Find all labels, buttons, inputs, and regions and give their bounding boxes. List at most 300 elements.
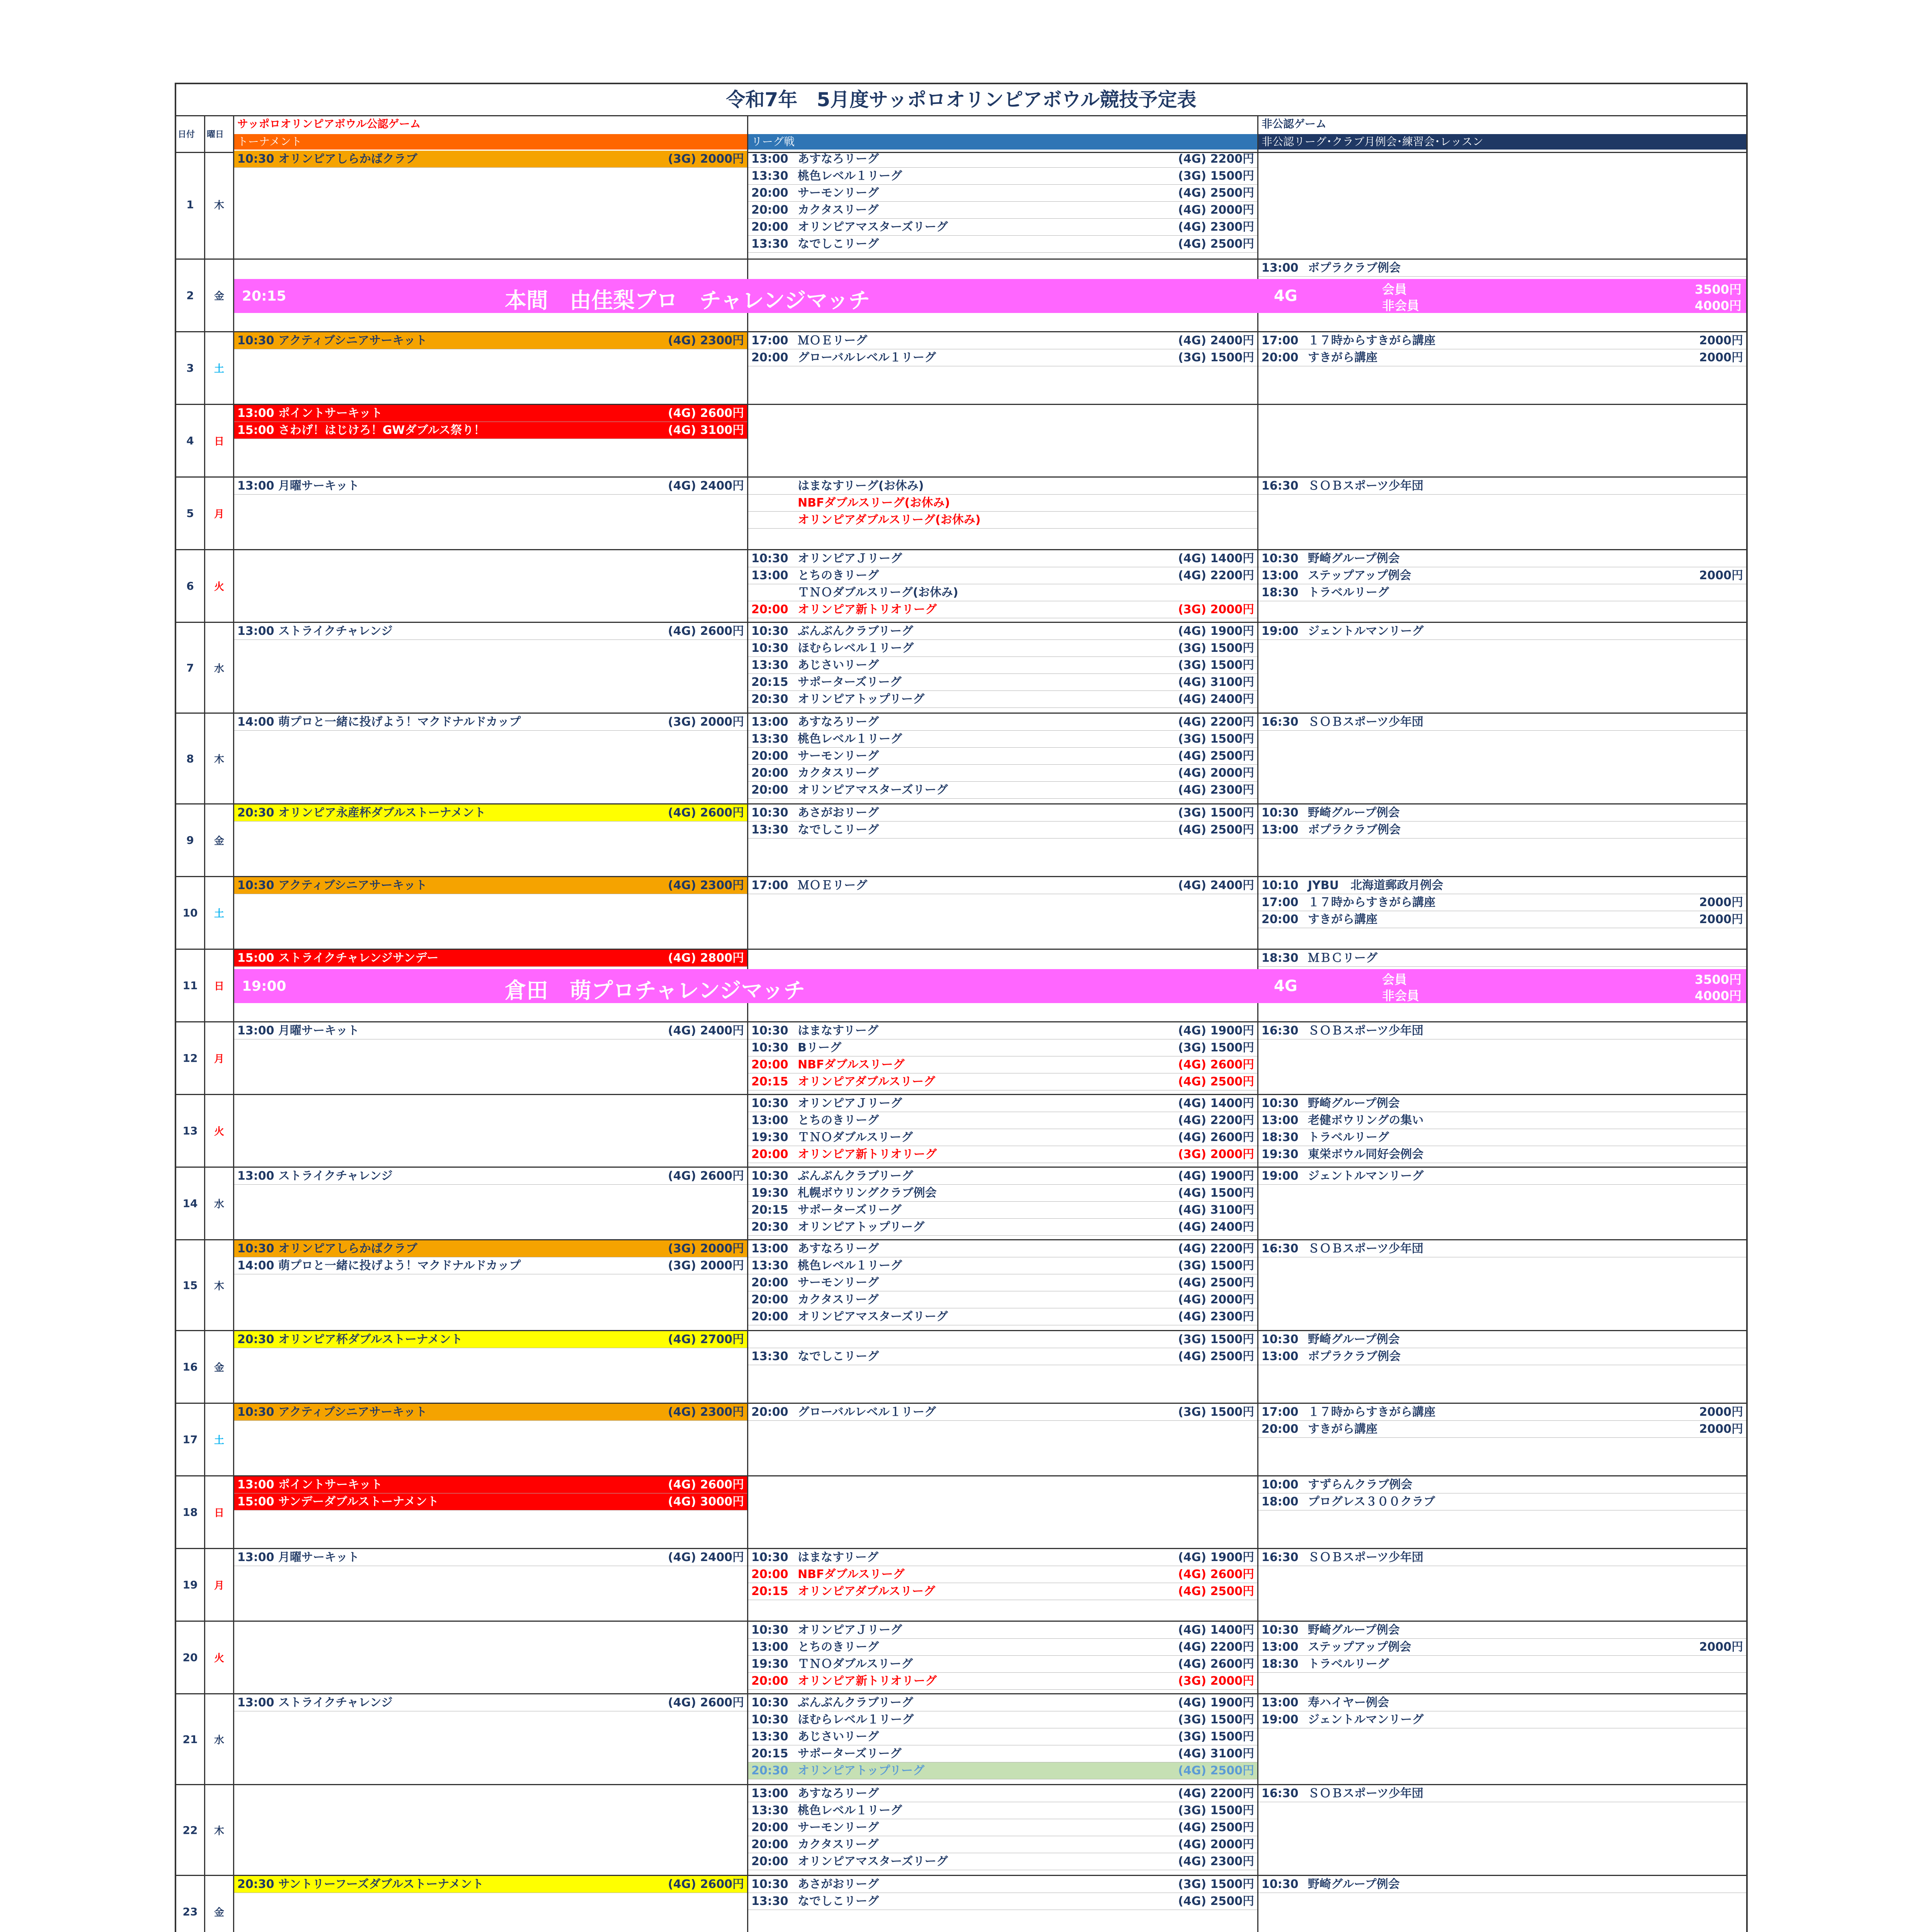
league-name: あすなろリーグ: [798, 152, 879, 166]
league-time: 20:00: [751, 1405, 788, 1419]
tournament-entry: [234, 1331, 747, 1348]
league-time: 10:30: [751, 1041, 788, 1054]
league-price: (3G) 2000円: [1178, 1148, 1254, 1161]
table-header: [176, 115, 1746, 153]
league-time: 10:30: [751, 1696, 788, 1709]
league-name: あすなろリーグ: [798, 1242, 879, 1255]
league-price: (4G) 2600円: [1178, 1657, 1254, 1671]
league-time: 10:30: [751, 1024, 788, 1037]
league-entry: [748, 1853, 1257, 1870]
unofficial-time: 19:00: [1262, 1713, 1299, 1726]
unofficial-time: 10:30: [1262, 806, 1299, 820]
league-price: (4G) 2600円: [1178, 1058, 1254, 1071]
league-entry: [748, 1549, 1257, 1566]
league-price: (4G) 2200円: [1178, 1640, 1254, 1654]
unofficial-time: 16:30: [1262, 1787, 1299, 1800]
unofficial-cell: [1258, 1095, 1746, 1167]
league-name: カクタスリーグ: [798, 203, 879, 217]
league-time: 20:00: [751, 1148, 788, 1161]
league-time: 20:00: [751, 1674, 788, 1688]
tournament-entry: [234, 950, 747, 967]
day-row: [176, 1022, 1746, 1095]
league-entry: [748, 1656, 1257, 1673]
league-name: オリンピアマスターズリーグ: [798, 220, 948, 234]
league-entry: [748, 1785, 1257, 1802]
league-cell: [748, 1095, 1258, 1167]
tournament-name: 13:00 ストライクチャレンジ: [237, 1696, 393, 1709]
league-time: 20:30: [751, 692, 788, 706]
league-cell: [748, 1331, 1258, 1403]
league-entry: [748, 782, 1257, 799]
league-name: ほむらレベル１リーグ: [798, 641, 914, 655]
league-cell: [748, 1240, 1258, 1330]
unofficial-name: 東栄ボウル同好会例会: [1308, 1148, 1424, 1161]
league-name: ぶんぶんクラブリーグ: [798, 1169, 913, 1183]
league-entry: [748, 877, 1257, 894]
tournament-cell: [234, 405, 748, 476]
league-price: (4G) 3100円: [1178, 1203, 1254, 1217]
unofficial-time: 17:00: [1262, 896, 1299, 909]
league-name: 桃色レベル１リーグ: [798, 732, 902, 746]
league-entry: [748, 1893, 1257, 1910]
tournament-name: 10:30 アクティブシニアサーキット: [237, 334, 427, 347]
league-time: 20:15: [751, 1203, 788, 1217]
league-price: (4G) 2400円: [1178, 334, 1254, 347]
day-row: [176, 1168, 1746, 1240]
tournament-name: 13:00 月曜サーキット: [237, 479, 359, 493]
tournament-name: 14:00 萌プロと一緒に投げよう！マクドナルドカップ: [237, 715, 521, 729]
date-cell: 4: [176, 405, 205, 476]
league-price: (4G) 2600円: [1178, 1568, 1254, 1581]
league-entry: [748, 1802, 1257, 1819]
unofficial-time: 13:00: [1262, 569, 1299, 582]
unofficial-price: 2000円: [1699, 351, 1743, 364]
league-price: (4G) 1900円: [1178, 1024, 1254, 1037]
tournament-entry: [234, 1022, 747, 1039]
league-price: (4G) 2500円: [1178, 1821, 1254, 1834]
league-price: (4G) 2300円: [1178, 783, 1254, 797]
league-time: 13:30: [751, 823, 788, 837]
league-time: 20:30: [751, 1764, 788, 1777]
tournament-price: (4G) 3000円: [668, 1495, 744, 1509]
unofficial-time: 16:30: [1262, 715, 1299, 729]
unofficial-price: 2000円: [1699, 334, 1743, 347]
unofficial-time: 16:30: [1262, 1551, 1299, 1564]
unofficial-entry: [1258, 1476, 1746, 1493]
day-row: [176, 1622, 1746, 1694]
weekday-cell: 水: [205, 1694, 234, 1784]
league-time: 20:30: [751, 1220, 788, 1234]
tournament-cell: [234, 1404, 748, 1475]
league-entry: [748, 748, 1257, 765]
unofficial-name: ＳＯＢスポーツ少年団: [1308, 479, 1423, 493]
league-name: オリンピアマスターズリーグ: [798, 783, 948, 797]
league-price: (4G) 2200円: [1178, 152, 1254, 166]
tournament-price: (4G) 2300円: [668, 1405, 744, 1419]
league-time: 20:00: [751, 1310, 788, 1323]
league-name: NBFダブルスリーグ: [798, 1568, 905, 1581]
league-entry: [748, 1583, 1257, 1600]
league-time: 20:00: [751, 1568, 788, 1581]
unofficial-name: すきがら講座: [1308, 913, 1377, 926]
league-price: (4G) 2200円: [1178, 569, 1254, 582]
weekday-cell: 土: [205, 332, 234, 404]
day-row: [176, 623, 1746, 714]
league-price: (4G) 1900円: [1178, 624, 1254, 638]
league-price: (4G) 2500円: [1178, 186, 1254, 200]
league-entry: [748, 657, 1257, 674]
league-time: 19:30: [751, 1131, 788, 1144]
league-entry: [748, 714, 1257, 731]
league-time: 20:00: [751, 766, 788, 780]
tournament-entry: [234, 1876, 747, 1893]
unofficial-name: ボプラクラブ例会: [1308, 1350, 1401, 1363]
league-name: オリンピアダブルスリーグ: [798, 1585, 935, 1598]
tournament-price: (4G) 2600円: [668, 1169, 744, 1183]
league-name: オリンピアＪリーグ: [798, 1623, 902, 1637]
unofficial-name: ジェントルマンリーグ: [1308, 1169, 1424, 1183]
league-price: (3G) 1500円: [1178, 732, 1254, 746]
league-entry: [748, 1112, 1257, 1129]
date-cell: 6: [176, 550, 205, 622]
unofficial-entry: [1258, 1421, 1746, 1438]
unofficial-price: 2000円: [1699, 569, 1743, 582]
league-name: とちのきリーグ: [798, 569, 879, 582]
non-member-price: 4000円: [1694, 298, 1742, 313]
tournament-cell: [234, 1876, 748, 1932]
league-entry: [748, 731, 1257, 748]
league-name: ＴＮＯダブルスリーグ: [798, 1657, 913, 1671]
unofficial-entry: [1258, 567, 1746, 584]
league-name: なでしこリーグ: [798, 237, 879, 251]
league-price: (4G) 2400円: [1178, 879, 1254, 892]
league-name: グローバルレベル１リーグ: [798, 1405, 936, 1419]
unofficial-entry: [1258, 1656, 1746, 1673]
tournament-name: 13:00 ストライクチャレンジ: [237, 624, 393, 638]
league-entry: [748, 1168, 1257, 1185]
league-name: オリンピアトップリーグ: [798, 1764, 924, 1777]
weekday-cell: 月: [205, 1022, 234, 1094]
member-label: 会員: [1382, 972, 1407, 987]
tournament-cell: [234, 1785, 748, 1875]
league-entry: [748, 349, 1257, 366]
tournament-cell: [234, 550, 748, 622]
league-entry: [748, 1639, 1257, 1656]
unofficial-entry: [1258, 714, 1746, 731]
unofficial-sub-label: 非公認リーグ･クラブ月例会･練習会･レッスン: [1258, 134, 1746, 150]
unofficial-time: 18:30: [1262, 951, 1299, 965]
unofficial-name: すずらんクラブ例会: [1308, 1478, 1413, 1492]
tournament-entry: [234, 1549, 747, 1566]
league-entry: [748, 567, 1257, 584]
league-price: (4G) 2300円: [1178, 220, 1254, 234]
league-entry: [748, 1876, 1257, 1893]
league-time: 10:30: [751, 806, 788, 820]
league-entry: [748, 584, 1257, 601]
unofficial-time: 20:00: [1262, 351, 1299, 364]
unofficial-cell: [1258, 1168, 1746, 1239]
unofficial-time: 20:00: [1262, 1422, 1299, 1436]
unofficial-name: 野崎グループ例会: [1308, 1333, 1400, 1346]
unofficial-entry: [1258, 1022, 1746, 1039]
league-time: 20:00: [751, 351, 788, 364]
league-time: 10:30: [751, 552, 788, 565]
tournament-price: (4G) 2300円: [668, 334, 744, 347]
league-time: 20:00: [751, 220, 788, 234]
non-member-label: 非会員: [1382, 298, 1420, 313]
league-name: カクタスリーグ: [798, 1838, 879, 1851]
league-time: 20:15: [751, 675, 788, 689]
league-price: (3G) 1500円: [1178, 1333, 1254, 1346]
league-time: 10:30: [751, 1623, 788, 1637]
league-name: 桃色レベル１リーグ: [798, 169, 902, 183]
league-entry: [748, 1039, 1257, 1056]
weekday-cell: 土: [205, 1404, 234, 1475]
league-time: 10:30: [751, 1551, 788, 1564]
unofficial-name: １７時からすきがら講座: [1308, 334, 1435, 347]
league-name: ほむらレベル１リーグ: [798, 1713, 914, 1726]
unofficial-name: 野崎グループ例会: [1308, 1878, 1400, 1891]
league-name: サポーターズリーグ: [798, 675, 902, 689]
league-name: とちのきリーグ: [798, 1640, 879, 1654]
tournament-name: 10:30 アクティブシニアサーキット: [237, 1405, 427, 1419]
league-cell: [748, 332, 1258, 404]
league-time: 13:00: [751, 1640, 788, 1654]
league-time: 13:30: [751, 1350, 788, 1363]
tournament-name: 13:00 月曜サーキット: [237, 1024, 359, 1037]
challenge-match-band: [234, 279, 1746, 313]
tournament-name: 20:30 サントリーフーズダブルストーナメント: [237, 1878, 484, 1891]
day-row: [176, 151, 1746, 260]
unofficial-name: JYBU 北海道郵政月例会: [1308, 879, 1444, 892]
league-cell: [748, 1404, 1258, 1475]
day-row: [176, 1785, 1746, 1876]
league-time: 10:30: [751, 624, 788, 638]
band-time: 20:15: [242, 288, 286, 304]
unofficial-entry: [1258, 1639, 1746, 1656]
unofficial-entry: [1258, 1876, 1746, 1893]
league-entry: [748, 1146, 1257, 1163]
league-time: 10:30: [751, 1097, 788, 1110]
league-name: ＴＮＯダブルスリーグ: [798, 1131, 913, 1144]
weekday-cell: 金: [205, 804, 234, 876]
league-name: NBFダブルスリーグ(お休み): [798, 496, 950, 510]
unofficial-entry: [1258, 821, 1746, 838]
unofficial-cell: [1258, 405, 1746, 476]
league-entry: [748, 1673, 1257, 1690]
league-name: カクタスリーグ: [798, 1293, 879, 1306]
league-cell: [748, 877, 1258, 949]
league-time: 17:00: [751, 334, 788, 347]
league-price: (4G) 2500円: [1178, 1350, 1254, 1363]
league-time: 19:30: [751, 1657, 788, 1671]
league-entry: [748, 512, 1257, 529]
league-entry: [748, 1836, 1257, 1853]
league-name: オリンピア新トリオリーグ: [798, 1674, 937, 1688]
schedule-sheet: [175, 83, 1748, 1932]
day-row: [176, 804, 1746, 877]
unofficial-cell: [1258, 877, 1746, 949]
league-entry: [748, 601, 1257, 618]
league-name: とちのきリーグ: [798, 1114, 879, 1127]
weekday-cell: 金: [205, 1876, 234, 1932]
league-price: (4G) 1400円: [1178, 552, 1254, 565]
unofficial-name: ステップアップ例会: [1308, 569, 1411, 582]
tournament-entry: [234, 1493, 747, 1510]
unofficial-time: 13:00: [1262, 1640, 1299, 1654]
league-entry: [748, 202, 1257, 219]
league-cell: [748, 550, 1258, 622]
league-cell: [748, 1785, 1258, 1875]
unofficial-name: すきがら講座: [1308, 351, 1377, 364]
unofficial-entry: [1258, 332, 1746, 349]
tournament-price: (4G) 2600円: [668, 806, 744, 820]
league-name: オリンピアマスターズリーグ: [798, 1855, 948, 1868]
day-row: [176, 1240, 1746, 1331]
league-price: (3G) 1500円: [1178, 1041, 1254, 1054]
unofficial-entry: [1258, 349, 1746, 366]
tournament-name: 13:00 月曜サーキット: [237, 1551, 359, 1564]
day-row: [176, 332, 1746, 405]
tournament-price: (4G) 3100円: [668, 423, 744, 437]
league-name: カクタスリーグ: [798, 766, 879, 780]
day-row: [176, 1549, 1746, 1622]
unofficial-name: ＳＯＢスポーツ少年団: [1308, 715, 1423, 729]
league-price: (3G) 1500円: [1178, 1804, 1254, 1817]
tournament-name: 10:30 オリンピアしらかばクラブ: [237, 1242, 417, 1255]
date-cell: 16: [176, 1331, 205, 1403]
league-name: なでしこリーグ: [798, 823, 879, 837]
tournament-cell: [234, 1622, 748, 1693]
league-entry: [748, 623, 1257, 640]
tournament-entry: [234, 714, 747, 731]
league-time: 20:15: [751, 1747, 788, 1760]
league-time: 13:30: [751, 1259, 788, 1272]
tournament-name: 20:30 オリンピア杯ダブルストーナメント: [237, 1333, 463, 1346]
league-entry: [748, 804, 1257, 821]
unofficial-time: 10:10: [1262, 879, 1299, 892]
unofficial-entry: [1258, 804, 1746, 821]
league-entry: [748, 1711, 1257, 1728]
league-cell: [748, 714, 1258, 803]
unofficial-entry: [1258, 1493, 1746, 1510]
weekday-cell: 月: [205, 478, 234, 549]
league-price: (3G) 1500円: [1178, 351, 1254, 364]
league-name: ぶんぶんクラブリーグ: [798, 1696, 913, 1709]
date-cell: 12: [176, 1022, 205, 1094]
unofficial-cell: [1258, 1549, 1746, 1621]
unofficial-entry: [1258, 1112, 1746, 1129]
tournament-cell: [234, 1022, 748, 1094]
tournament-price: (4G) 2300円: [668, 879, 744, 892]
date-header-label: 日付: [178, 130, 195, 139]
league-entry: [748, 1404, 1257, 1421]
unofficial-price: 2000円: [1699, 1422, 1743, 1436]
unofficial-name: 野崎グループ例会: [1308, 552, 1400, 565]
challenge-match-band: [234, 969, 1746, 1003]
unofficial-cell: [1258, 151, 1746, 259]
tournament-price: (4G) 2600円: [668, 1696, 744, 1709]
league-price: (4G) 2200円: [1178, 1114, 1254, 1127]
tournament-price: (4G) 2400円: [668, 479, 744, 493]
day-row: [176, 1095, 1746, 1168]
unofficial-time: 10:30: [1262, 1623, 1299, 1637]
league-entry: [748, 236, 1257, 253]
unofficial-cell: [1258, 1331, 1746, 1403]
unofficial-name: ジェントルマンリーグ: [1308, 624, 1424, 638]
day-row: [176, 1694, 1746, 1785]
league-time: 13:00: [751, 715, 788, 729]
unofficial-name: １７時からすきがら講座: [1308, 1405, 1435, 1419]
unofficial-entry: [1258, 1711, 1746, 1728]
band-games: 4G: [1274, 977, 1297, 995]
league-price: (3G) 1500円: [1178, 1878, 1254, 1891]
unofficial-name: 野崎グループ例会: [1308, 1623, 1400, 1637]
league-entry: [748, 478, 1257, 495]
day-row: [176, 1331, 1746, 1404]
league-time: 20:15: [751, 1585, 788, 1598]
unofficial-entry: [1258, 260, 1746, 277]
league-name: ＭＯＥリーグ: [798, 334, 867, 347]
unofficial-entry: [1258, 1404, 1746, 1421]
tournament-cell: [234, 804, 748, 876]
day-row: [176, 550, 1746, 623]
league-entry: [748, 151, 1257, 168]
unofficial-name: ＳＯＢスポーツ少年団: [1308, 1551, 1423, 1564]
league-entry: [748, 219, 1257, 236]
league-name: サポーターズリーグ: [798, 1747, 902, 1760]
tournament-cell: [234, 877, 748, 949]
tournament-price: (4G) 2800円: [668, 951, 744, 965]
unofficial-name: ボプラクラブ例会: [1308, 261, 1401, 275]
league-price: (4G) 1900円: [1178, 1551, 1254, 1564]
league-name: サーモンリーグ: [798, 1821, 879, 1834]
tournament-entry: [234, 1404, 747, 1421]
league-time: 20:00: [751, 1855, 788, 1868]
league-price: (4G) 2400円: [1178, 692, 1254, 706]
league-price: (4G) 2500円: [1178, 1276, 1254, 1289]
league-name: グローバルレベル１リーグ: [798, 351, 936, 364]
weekday-cell: 日: [205, 1476, 234, 1548]
tournament-name: 15:00 サンデーダブルストーナメント: [237, 1495, 439, 1509]
day-row: [176, 260, 1746, 332]
tournament-cell: [234, 1331, 748, 1403]
tournament-price: (4G) 2400円: [668, 1551, 744, 1564]
league-price: (3G) 1500円: [1178, 1405, 1254, 1419]
unofficial-time: 18:00: [1262, 1495, 1299, 1509]
unofficial-time: 17:00: [1262, 1405, 1299, 1419]
tournament-cell: [234, 623, 748, 713]
league-entry: [748, 550, 1257, 567]
tournament-cell: [234, 332, 748, 404]
tournament-entry: [234, 332, 747, 349]
league-price: (4G) 2300円: [1178, 1855, 1254, 1868]
tournament-price: (4G) 2400円: [668, 1024, 744, 1037]
league-name: オリンピアＪリーグ: [798, 552, 902, 565]
date-cell: 23: [176, 1876, 205, 1932]
league-entry: [748, 1219, 1257, 1236]
weekday-header: [205, 116, 234, 152]
tournament-cell: [234, 1549, 748, 1621]
league-price: (3G) 2000円: [1178, 1674, 1254, 1688]
unofficial-time: 16:30: [1262, 1242, 1299, 1255]
league-price: (3G) 1500円: [1178, 806, 1254, 820]
tournament-name: 13:00 ストライクチャレンジ: [237, 1169, 393, 1183]
unofficial-name: トラベルリーグ: [1308, 1131, 1389, 1144]
tournament-name: 14:00 萌プロと一緒に投げよう！マクドナルドカップ: [237, 1259, 521, 1272]
unofficial-time: 13:00: [1262, 823, 1299, 837]
tournament-entry: [234, 877, 747, 894]
